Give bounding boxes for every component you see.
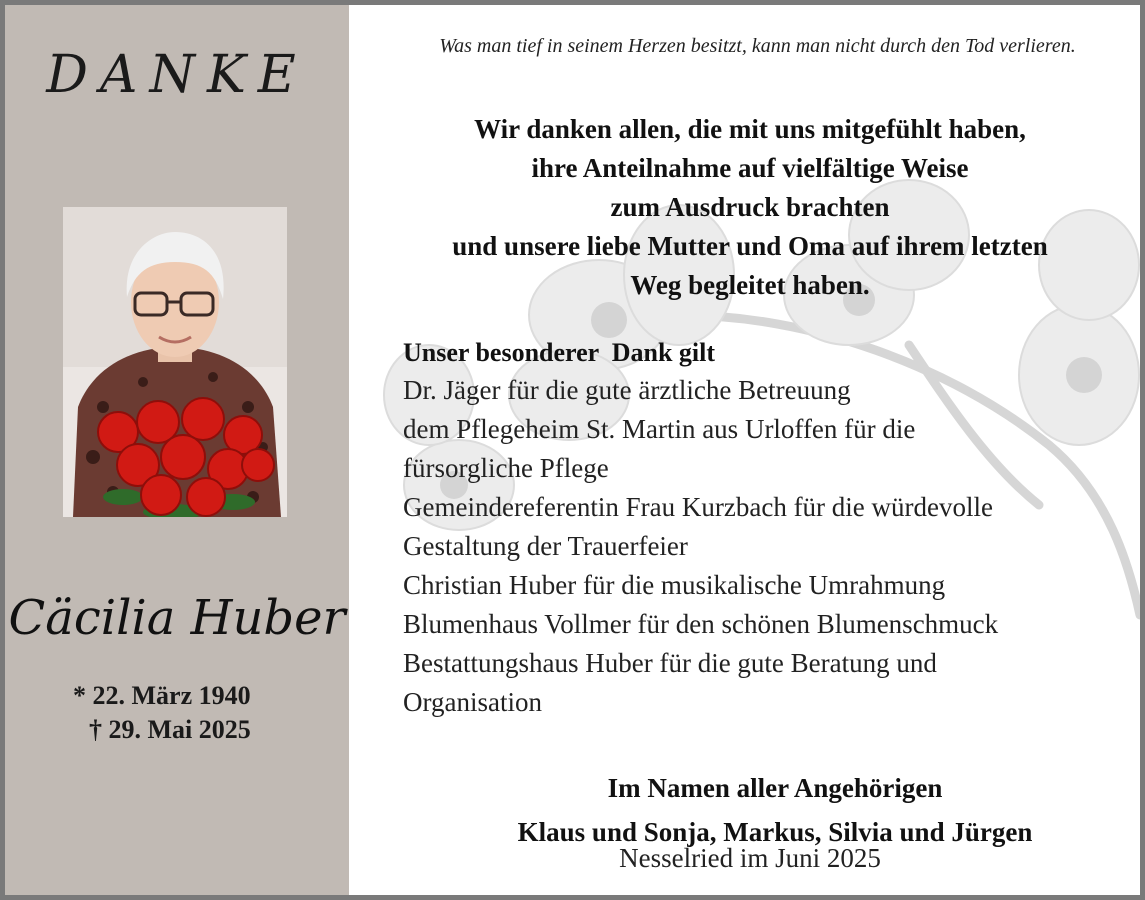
thanks-line: und unsere liebe Mutter und Oma auf ihrem letzten (452, 231, 1048, 261)
signature-line-2: Klaus und Sonja, Markus, Silvia und Jürgen (517, 817, 1033, 847)
special-thanks-line: dem Pflegeheim St. Martin aus Urloffen für die (403, 414, 916, 444)
thanks-paragraph (390, 110, 1110, 305)
special-thanks-list (403, 371, 998, 722)
special-thanks-line: fürsorgliche Pflege (403, 453, 609, 483)
special-thanks-line: Gestaltung der Trauerfeier (403, 531, 688, 561)
special-thanks-line: Gemeindereferentin Frau Kurzbach für die würdevolle (403, 492, 993, 522)
special-thanks-line: Organisation (403, 687, 542, 717)
special-thanks-line: Bestattungshaus Huber für die gute Beratung und (403, 648, 937, 678)
birth-date: * 22. März 1940 (73, 681, 251, 710)
special-thanks-line: Dr. Jäger für die gute ärztliche Betreuung (403, 375, 851, 405)
family-signature (445, 766, 1105, 854)
special-thanks-heading: Unser besonderer Dank gilt (403, 338, 716, 367)
thanks-line: Wir danken allen, die mit uns mitgefühlt haben, (474, 114, 1026, 144)
thanks-line: ihre Anteilnahme auf vielfältige Weise (531, 153, 969, 183)
signature-line-1: Im Namen aller Angehörigen (607, 773, 943, 803)
danke-heading: DANKE (46, 45, 308, 105)
thanks-line: Weg begleitet haben. (630, 270, 870, 300)
special-thanks-line: Blumenhaus Vollmer für den schönen Blumenschmuck (403, 609, 999, 639)
thanks-line: zum Ausdruck brachten (610, 192, 890, 222)
special-thanks-line: Christian Huber für die musikalische Umrahmung (403, 570, 946, 600)
left-side-panel (5, 5, 349, 895)
portrait-photo (63, 207, 287, 517)
obituary-card (5, 5, 1140, 895)
place-and-date: Nesselried im Juni 2025 (619, 843, 881, 873)
death-date: † 29. Mai 2025 (89, 715, 251, 744)
deceased-name: Cäcilia Huber (8, 590, 346, 646)
quote-line: Was man tief in seinem Herzen besitzt, kann man nicht durch den Tod verlieren. (439, 35, 1076, 57)
